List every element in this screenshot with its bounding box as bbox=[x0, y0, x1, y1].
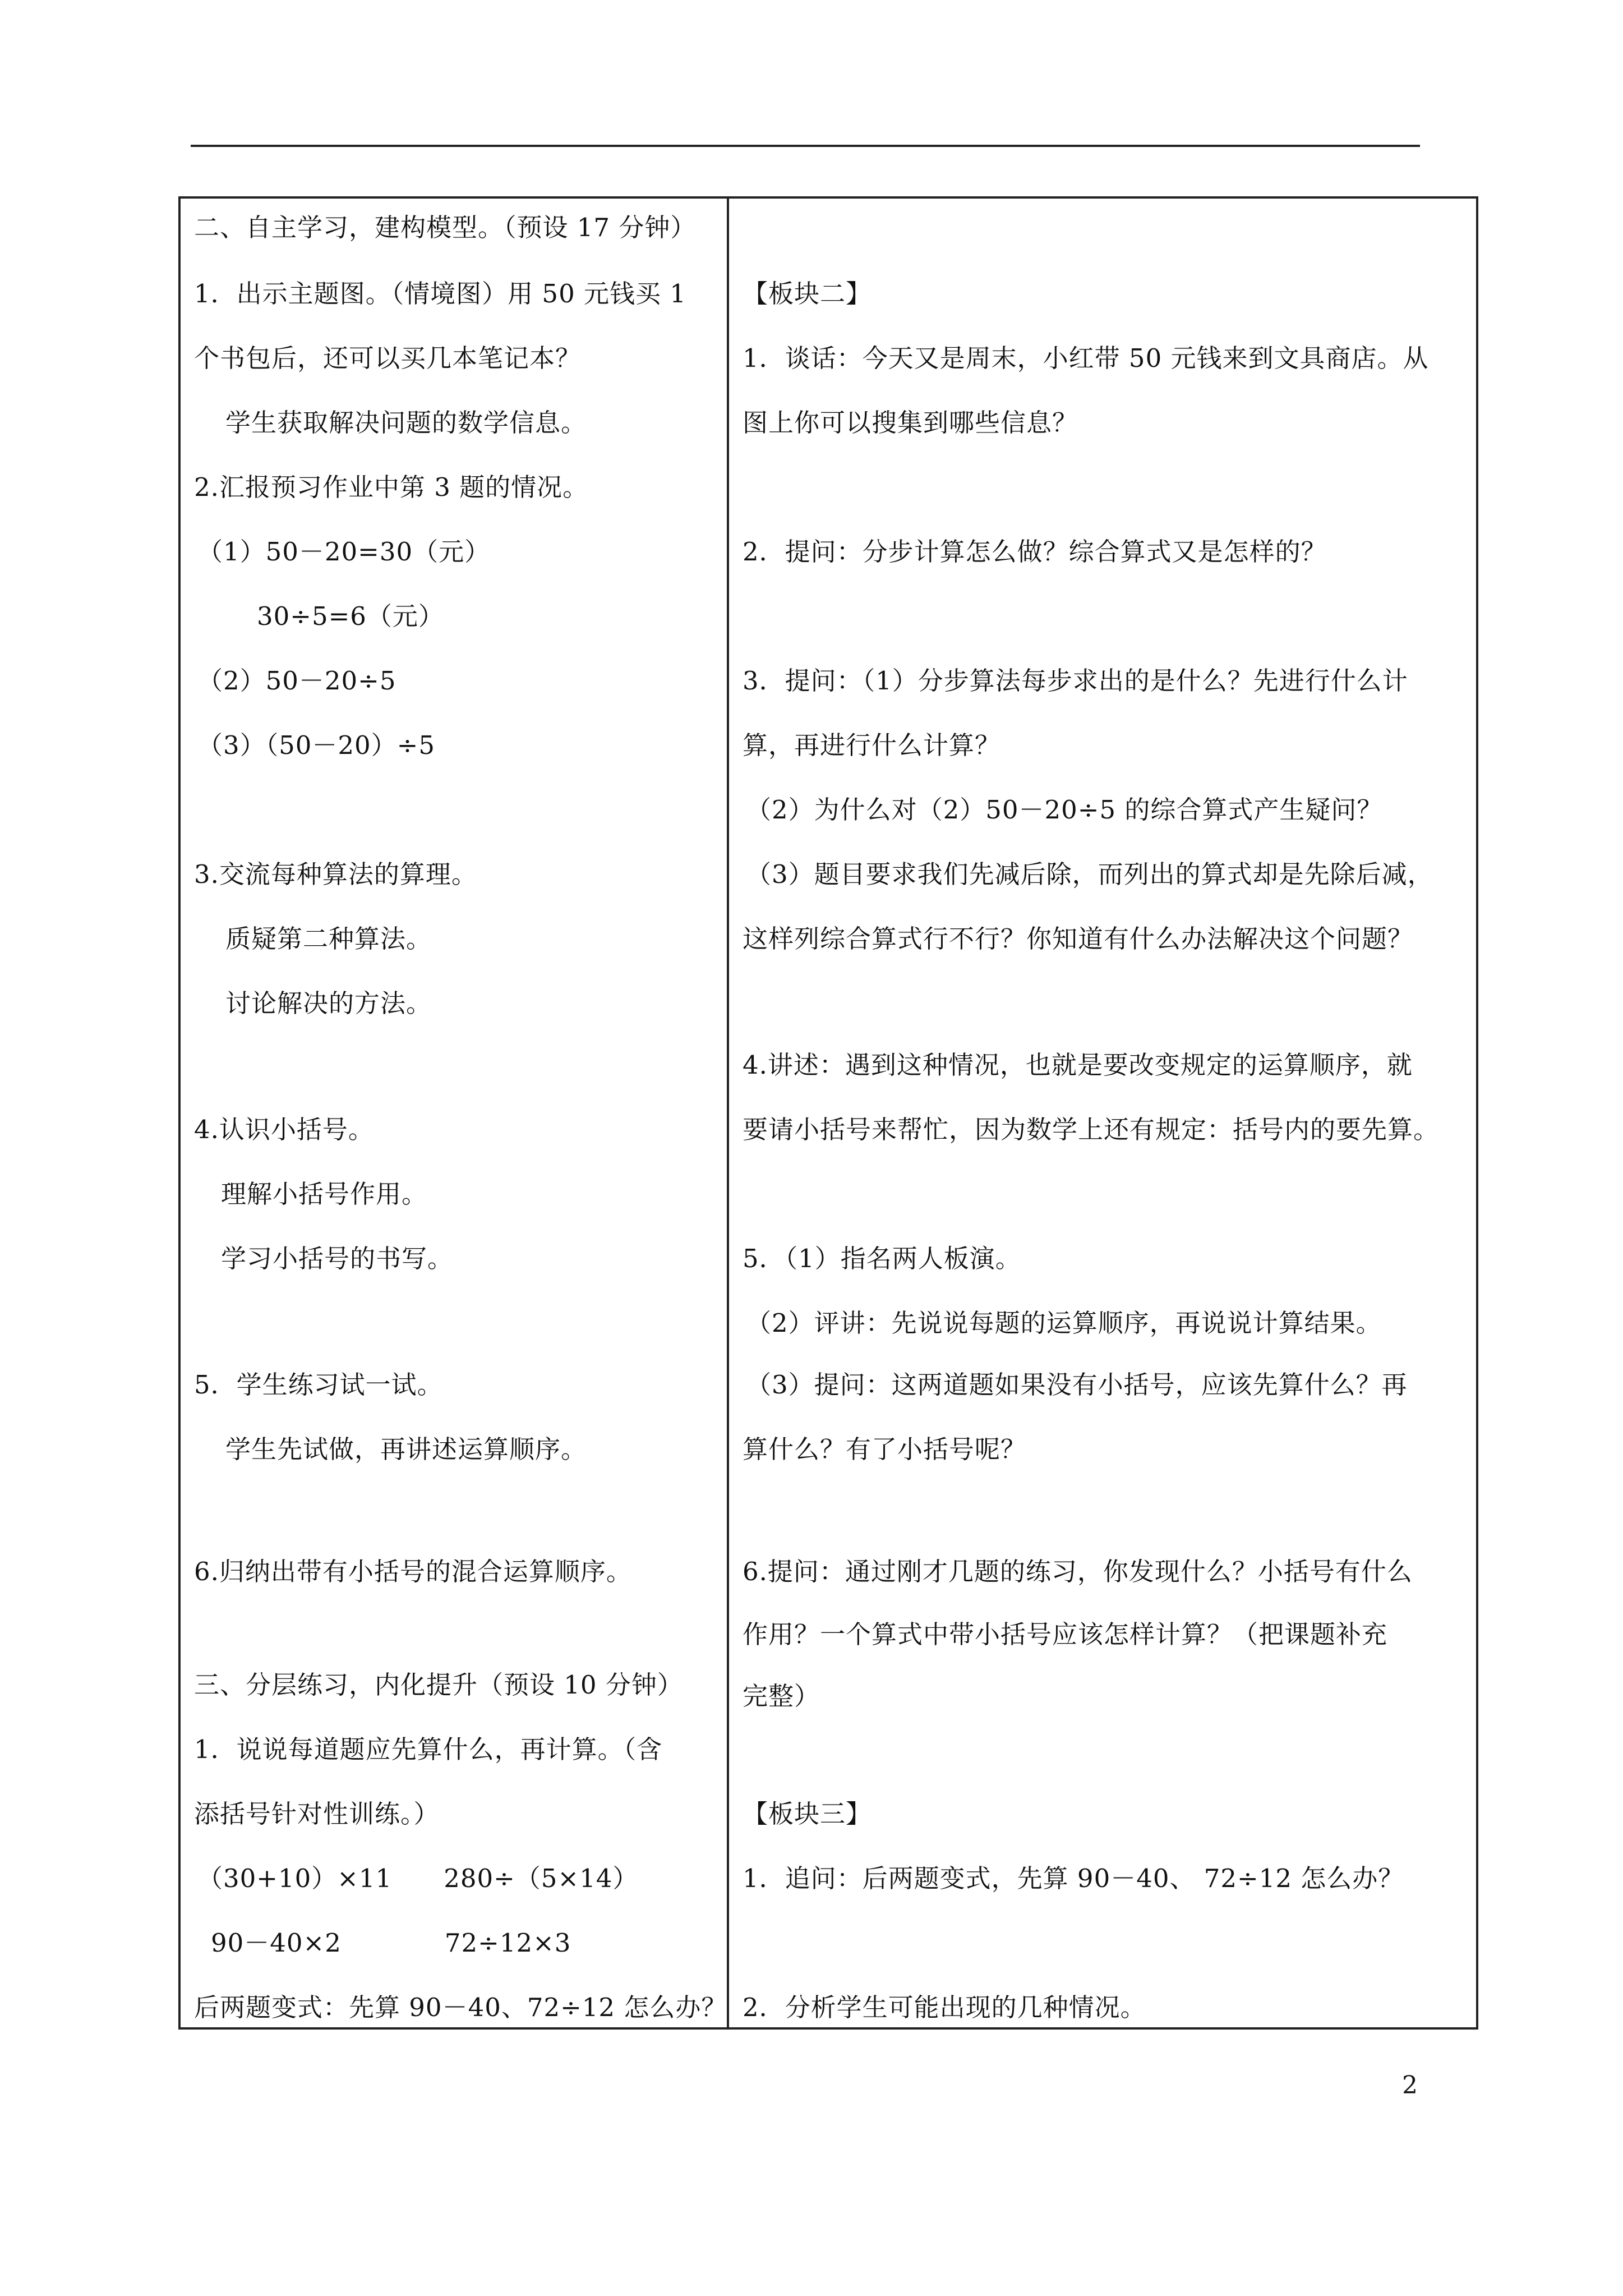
right-line: 2．提问：分步计算怎么做？综合算式又是怎样的？ bbox=[743, 537, 1327, 567]
right-line: （2）评讲：先说说每题的运算顺序，再说说计算结果。 bbox=[746, 1308, 1382, 1338]
right-line: 作用？一个算式中带小括号应该怎样计算？（把课题补充 bbox=[743, 1619, 1388, 1649]
left-line: 5．学生练习试一试。 bbox=[194, 1370, 443, 1400]
left-line: （3）（50－20）÷5 bbox=[197, 730, 435, 760]
page-number: 2 bbox=[1402, 2071, 1418, 2100]
left-line: 1．说说每道题应先算什么，再计算。（含 bbox=[194, 1734, 663, 1764]
left-line: 学生先试做，再讲述运算顺序。 bbox=[225, 1434, 587, 1464]
left-line: 讨论解决的方法。 bbox=[225, 988, 432, 1018]
right-line: 4.讲述：遇到这种情况，也就是要改变规定的运算顺序，就 bbox=[743, 1050, 1413, 1080]
right-line: 1．谈话：今天又是周末，小红带 50 元钱来到文具商店。从 bbox=[743, 343, 1429, 373]
left-line: 学生获取解决问题的数学信息。 bbox=[225, 408, 587, 438]
right-line: 算，再进行什么计算？ bbox=[743, 730, 1001, 760]
right-line: （3）题目要求我们先减后除，而列出的算式却是先除后减， bbox=[746, 859, 1433, 889]
header-rule bbox=[191, 145, 1420, 147]
left-line: （1）50－20=30（元） bbox=[197, 537, 491, 567]
right-line: （2）为什么对（2）50－20÷5 的综合算式产生疑问？ bbox=[746, 795, 1383, 825]
left-line: 质疑第二种算法。 bbox=[225, 924, 432, 954]
left-line: 三、分层练习，内化提升（预设 10 分钟） bbox=[194, 1670, 683, 1700]
left-line: （30+10）×11 280÷（5×14） bbox=[197, 1864, 639, 1893]
left-line: 1．出示主题图。（情境图）用 50 元钱买 1 bbox=[194, 279, 686, 309]
student-activity-column bbox=[181, 199, 729, 2027]
left-line: 3.交流每种算法的算理。 bbox=[194, 859, 477, 889]
right-line: 完整） bbox=[743, 1681, 820, 1711]
left-line: 4.认识小括号。 bbox=[194, 1115, 374, 1144]
left-line: 6.归纳出带有小括号的混合运算顺序。 bbox=[194, 1557, 632, 1586]
right-line: 3．提问：（1）分步算法每步求出的是什么？先进行什么计 bbox=[743, 666, 1408, 696]
right-line: 【板块二】 bbox=[743, 279, 872, 309]
right-line: 这样列综合算式行不行？你知道有什么办法解决这个问题？ bbox=[743, 924, 1414, 954]
left-line: 后两题变式：先算 90－40、72÷12 怎么办？ bbox=[194, 1993, 727, 2022]
right-line: （3）提问：这两道题如果没有小括号，应该先算什么？再 bbox=[746, 1370, 1408, 1400]
right-line: 图上你可以搜集到哪些信息？ bbox=[743, 408, 1078, 438]
right-line: 6.提问：通过刚才几题的练习，你发现什么？小括号有什么 bbox=[743, 1557, 1413, 1586]
right-line: 算什么？有了小括号呢？ bbox=[743, 1434, 1027, 1464]
right-line: 2．分析学生可能出现的几种情况。 bbox=[743, 1993, 1146, 2022]
left-line: （2）50－20÷5 bbox=[197, 666, 396, 696]
left-line: 90－40×2 72÷12×3 bbox=[211, 1928, 571, 1958]
right-line: 1．追问：后两题变式，先算 90－40、 72÷12 怎么办？ bbox=[743, 1864, 1404, 1893]
left-line: 个书包后，还可以买几本笔记本？ bbox=[194, 343, 582, 373]
lesson-plan-table bbox=[178, 196, 1478, 2030]
left-line: 添括号针对性训练。） bbox=[194, 1799, 440, 1829]
left-line: 二、自主学习，建构模型。（预设 17 分钟） bbox=[194, 213, 697, 242]
right-line: 【板块三】 bbox=[743, 1799, 872, 1829]
right-line: 要请小括号来帮忙，因为数学上还有规定：括号内的要先算。 bbox=[743, 1115, 1440, 1144]
left-line: 2.汇报预习作业中第 3 题的情况。 bbox=[194, 472, 589, 502]
left-line: 30÷5=6（元） bbox=[257, 601, 444, 631]
left-line: 学习小括号的书写。 bbox=[221, 1244, 454, 1273]
left-line: 理解小括号作用。 bbox=[221, 1179, 428, 1209]
right-line: 5．（1）指名两人板演。 bbox=[743, 1244, 1021, 1273]
teacher-activity-column bbox=[729, 199, 1476, 2027]
